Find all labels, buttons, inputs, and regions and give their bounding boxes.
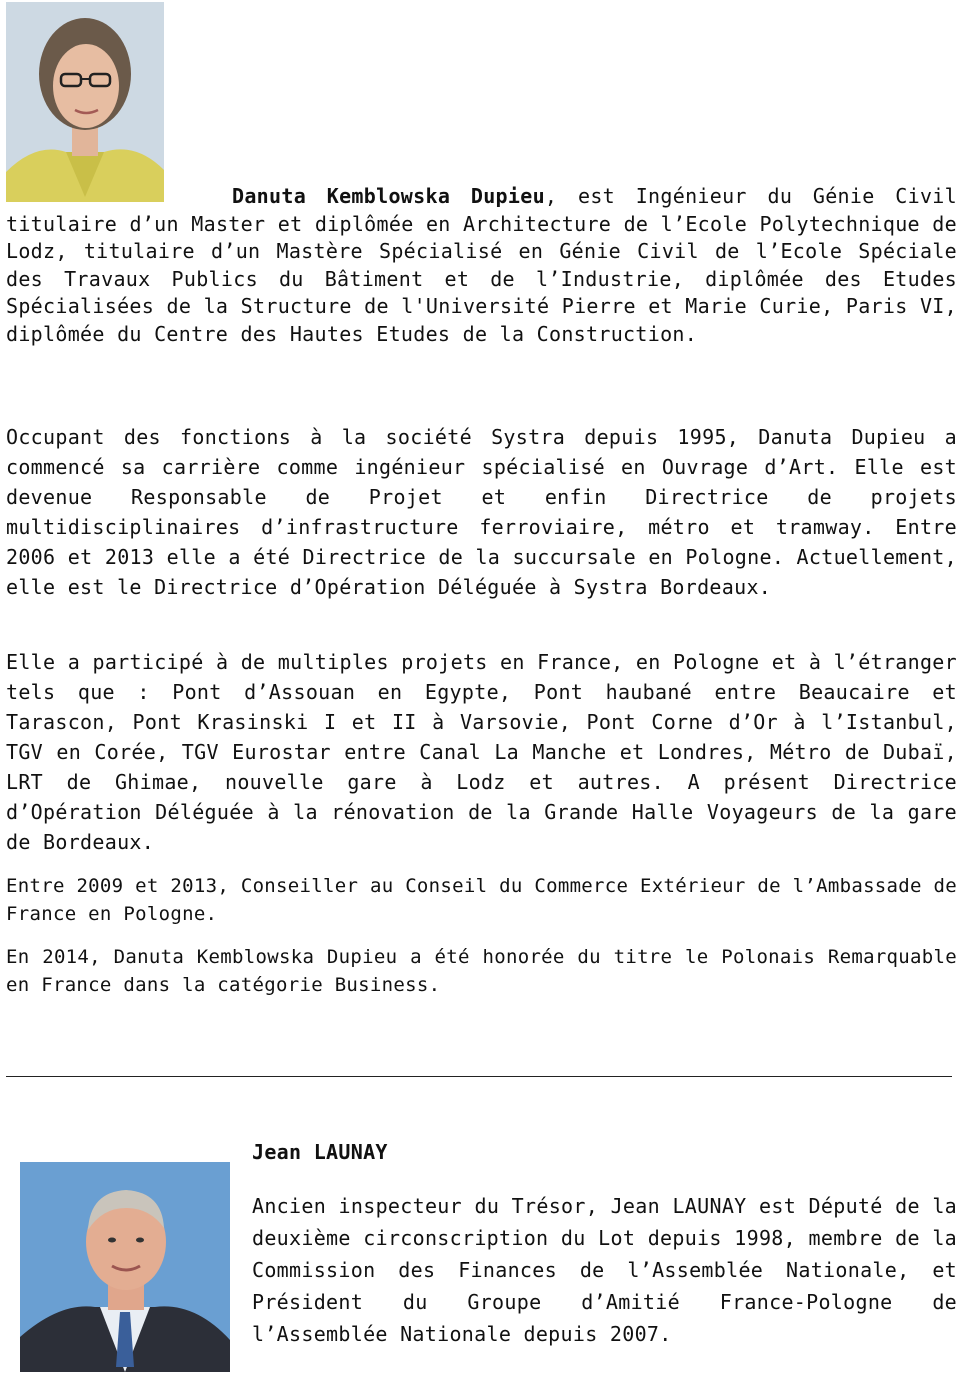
bio-projects-paragraph: Elle a participé à de multiples projets en France, en Pologne et à l’étranger tels que : Pont d’Assouan en Egypte, Pont haubané entre Beaucaire et Tarascon, Pont Krasinski I et II à Varsovie, Pont Corne d’Or à l’Istanbul, TGV en Corée, TGV Eurostar entre Canal La Manche et Londres, Métro de Dubaï, LRT de Ghimae, nouvelle gare à Lodz et autres. A présent Directrice d’Opération Déléguée à la rénovation de la Grande Halle Voyageurs de la gare de Bordeaux. (6, 650, 957, 854)
bio-advisor-paragraph: Entre 2009 et 2013, Conseiller au Conseil du Commerce Extérieur de l’Ambassade de France en Pologne. (6, 875, 957, 925)
bio-award-paragraph: En 2014, Danuta Kemblowska Dupieu a été honorée du titre le Polonais Remarquable en France dans la catégorie Business. (6, 946, 957, 996)
bio-jean-paragraph: Ancien inspecteur du Trésor, Jean LAUNAY est Député de la deuxième circonscription du Lot depuis 1998, membre de la Commission des Finances de l’Assemblée Nationale, et Président du Groupe d’Amitié France-Pologne de l’Assemblée Nationale depuis 2007. (252, 1194, 957, 1346)
person-name-danuta: Danuta Kemblowska Dupieu (232, 184, 545, 208)
portrait-photo-danuta (6, 2, 164, 202)
portrait-photo-jean (20, 1162, 230, 1372)
person-name-jean: Jean LAUNAY (252, 1140, 388, 1164)
bio-intro-paragraph (6, 183, 957, 349)
bio-career-paragraph: Occupant des fonctions à la société Systra depuis 1995, Danuta Dupieu a commencé sa carrière comme ingénieur spécialisé en Ouvrage d’Art. Elle est devenue Responsable de Projet et enfin Directrice de projets multidisciplinaires d’infrastructure ferroviaire, métro et tramway. Entre 2006 et 2013 elle a été Directrice de la succursale en Pologne. Actuellement, elle est le Directrice d’Opération Déléguée à Systra Bordeaux. (6, 425, 957, 599)
bio-intro-text: , est Ingénieur du Génie Civil titulaire d’un Master et diplômée en Architecture de l’Ecole Polytechnique de Lodz, titulaire d’un Mastère Spécialisé en Génie Civil de l’Ecole Spéciale des Travaux Publics du Bâtiment et de l’Industrie, diplômée des Etudes Spécialisées de la Structure de l'Université Pierre et Marie Curie, Paris VI, diplômée du Centre des Hautes Etudes de la Construction. (6, 184, 957, 346)
section-divider (6, 1076, 952, 1077)
